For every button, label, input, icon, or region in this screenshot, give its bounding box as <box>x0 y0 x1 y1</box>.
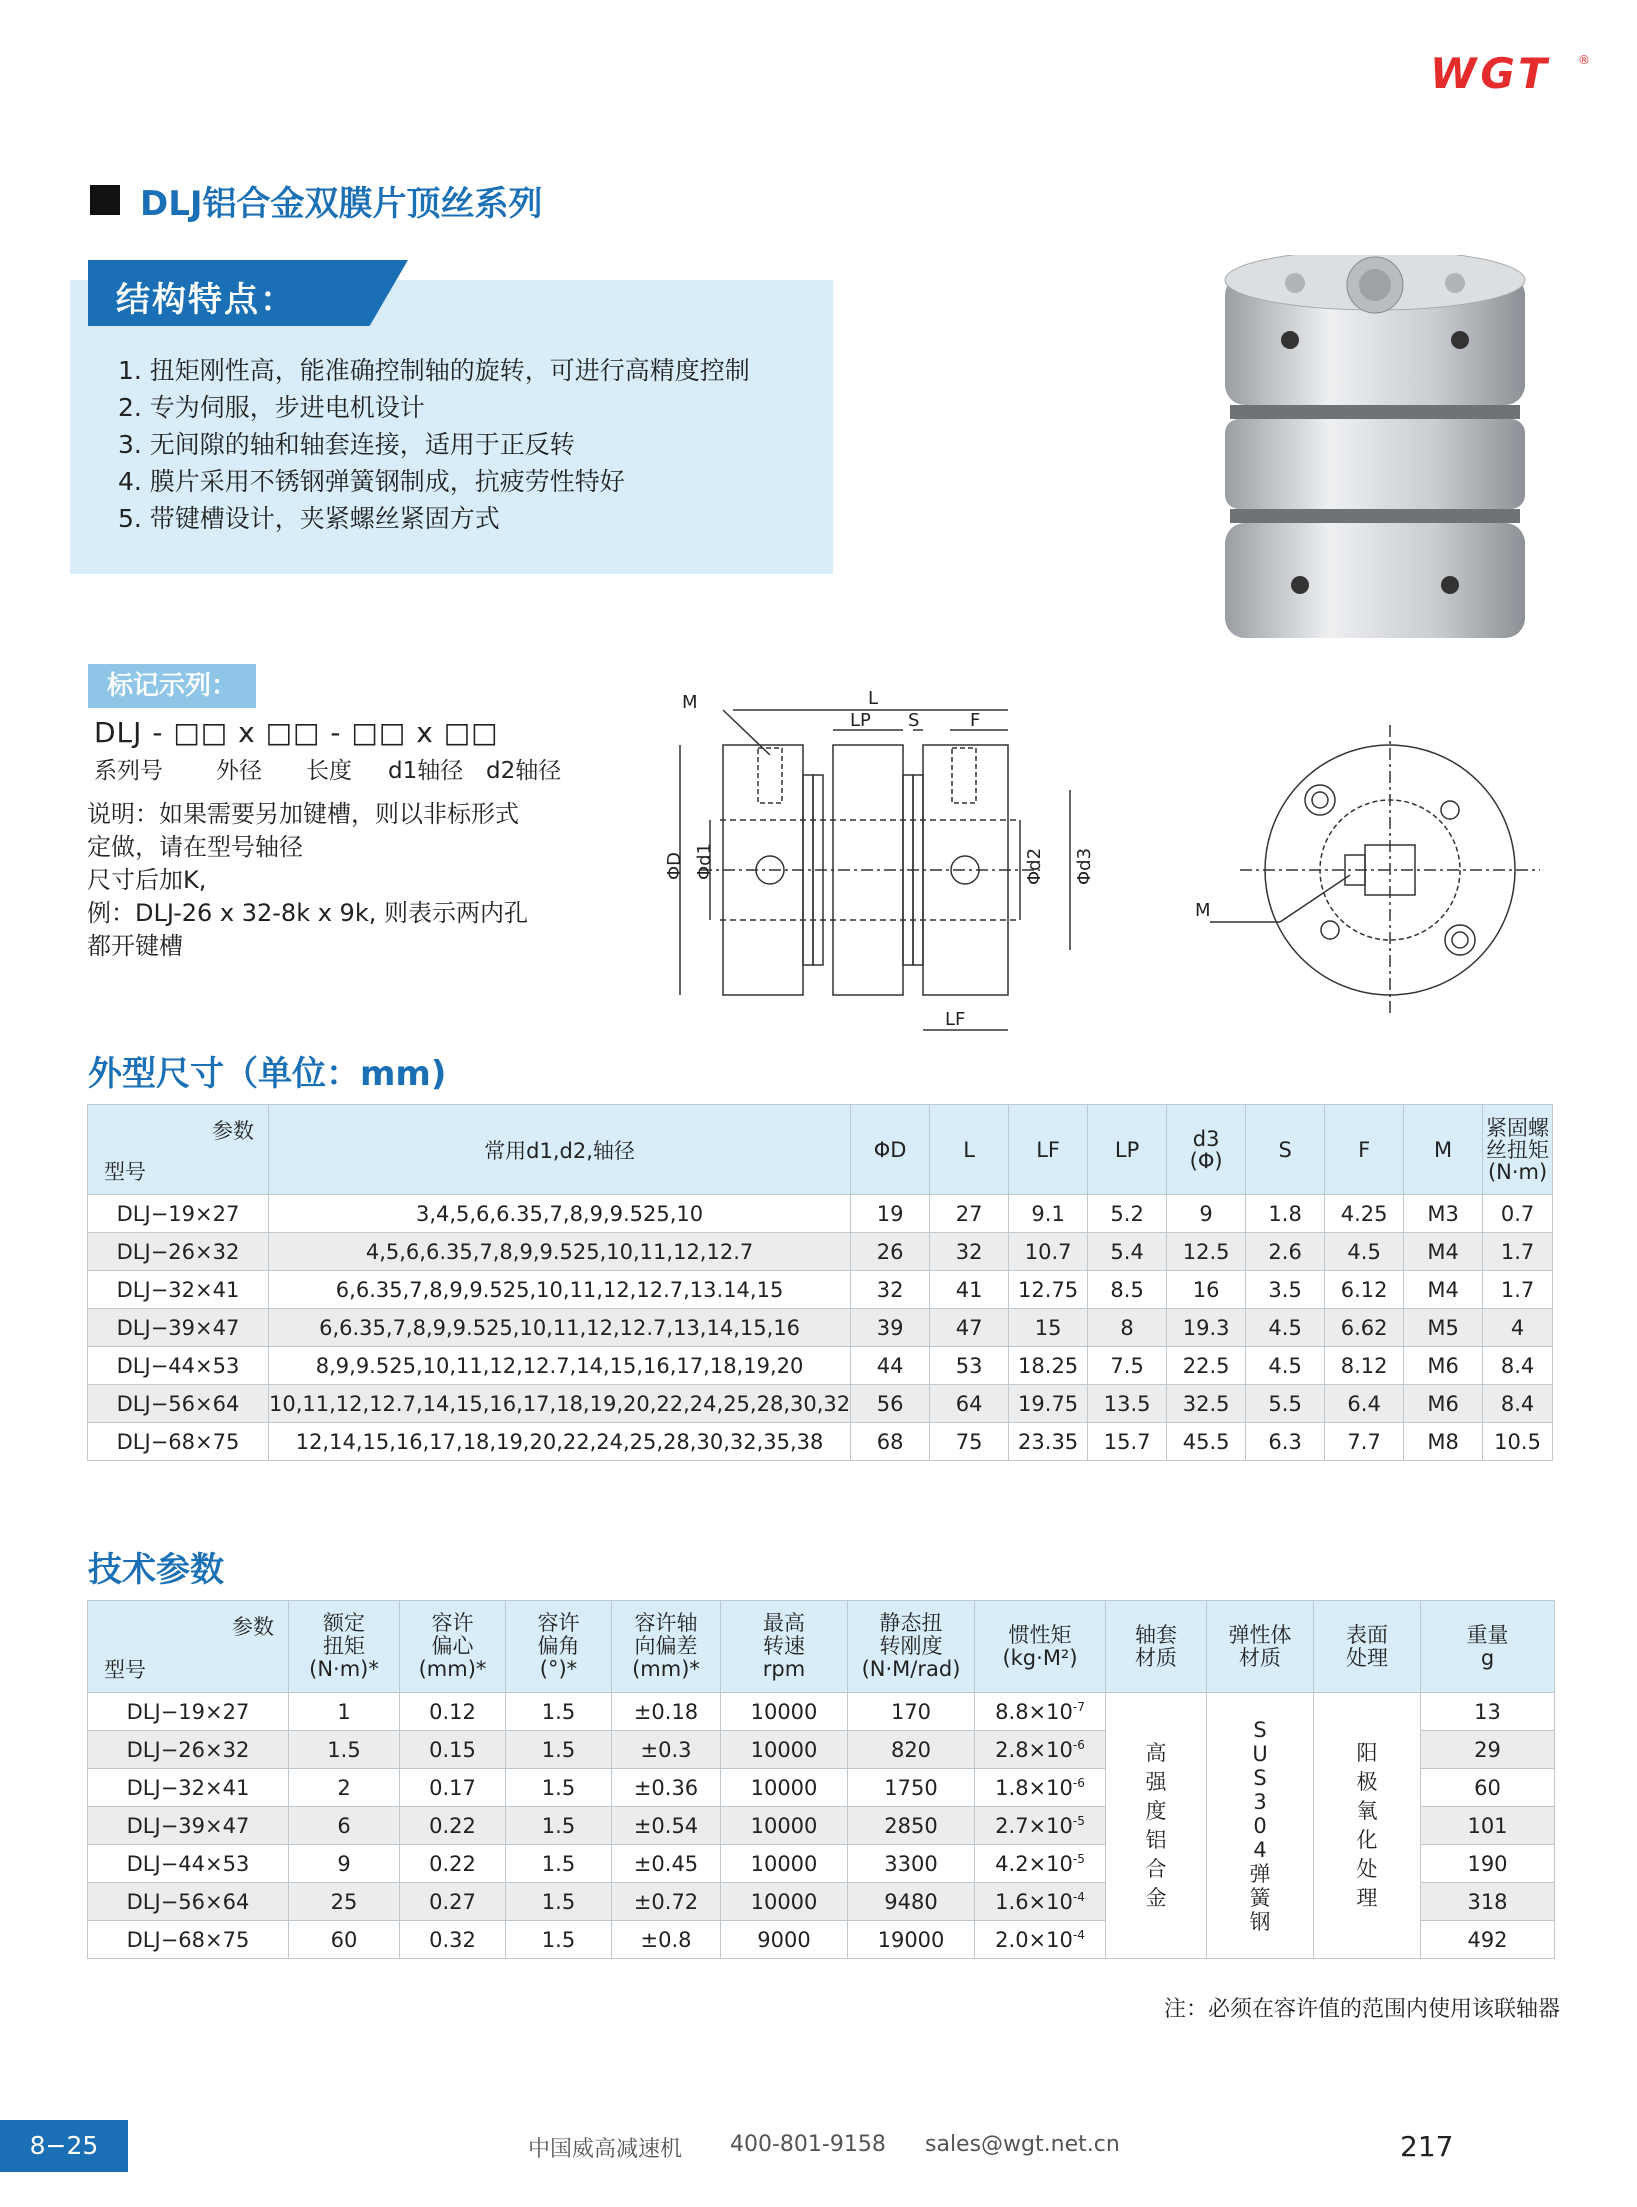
col-header: 表面 处理 <box>1314 1601 1421 1693</box>
value-cell: 2850 <box>848 1807 975 1845</box>
table-row <box>88 1385 1553 1423</box>
section-number: 8−25 <box>0 2120 128 2172</box>
value-cell: 10000 <box>721 1883 848 1921</box>
inertia-cell <box>975 1845 1106 1883</box>
value-cell: 7.7 <box>1325 1423 1404 1461</box>
inertia-cell <box>975 1883 1106 1921</box>
value-cell: 53 <box>930 1347 1009 1385</box>
value-cell: 8.12 <box>1325 1347 1404 1385</box>
inertia-cell <box>975 1731 1106 1769</box>
dims-corner-header <box>88 1105 269 1195</box>
value-cell: 5.2 <box>1088 1195 1167 1233</box>
col-header: 轴套 材质 <box>1106 1601 1207 1693</box>
col-header: 最高 转速 rpm <box>721 1601 848 1693</box>
value-cell: 32.5 <box>1167 1385 1246 1423</box>
col-header: 容许轴 向偏差 (mm)* <box>612 1601 721 1693</box>
value-cell: 5.5 <box>1246 1385 1325 1423</box>
value-cell: 5.4 <box>1088 1233 1167 1271</box>
marking-note <box>87 798 607 963</box>
tech-table <box>87 1600 1555 1959</box>
value-cell: 32 <box>851 1271 930 1309</box>
inertia-cell <box>975 1921 1106 1959</box>
value-cell: 10000 <box>721 1693 848 1731</box>
col-header: S <box>1246 1105 1325 1195</box>
value-cell: 6 <box>289 1807 400 1845</box>
marking-part: 外径 <box>216 758 262 784</box>
surface-treatment-cell: 阳 极 氧 化 处 理 <box>1314 1693 1421 1959</box>
value-cell: M5 <box>1404 1309 1483 1347</box>
model-cell: DLJ−56×64 <box>88 1883 289 1921</box>
value-cell: 10000 <box>721 1807 848 1845</box>
value-cell: 15 <box>1009 1309 1088 1347</box>
value-cell: 4 <box>1483 1309 1553 1347</box>
value-cell: 0.12 <box>400 1693 506 1731</box>
value-cell: 9 <box>289 1845 400 1883</box>
dimensions-table <box>87 1104 1553 1461</box>
usage-note: 注：必须在容许值的范围内使用该联轴器 <box>1163 1997 1560 2022</box>
footer-email[interactable]: sales@wgt.net.cn <box>925 2132 1120 2157</box>
dim-label-d2: Φd2 <box>1024 847 1045 885</box>
marking-part: d2轴径 <box>486 758 562 784</box>
value-cell: 12.75 <box>1009 1271 1088 1309</box>
corner-model: 型号 <box>104 1160 146 1184</box>
value-cell: 1.5 <box>289 1731 400 1769</box>
value-cell: 1.7 <box>1483 1233 1553 1271</box>
table-row <box>88 1693 1555 1731</box>
value-cell: 0.17 <box>400 1769 506 1807</box>
col-header: 容许 偏角 (°)* <box>506 1601 612 1693</box>
value-cell: M6 <box>1404 1347 1483 1385</box>
value-cell: 7.5 <box>1088 1347 1167 1385</box>
value-cell: 101 <box>1421 1807 1555 1845</box>
inertia-base: 8.8×10 <box>995 1699 1073 1724</box>
value-cell: 6.4 <box>1325 1385 1404 1423</box>
value-cell: 1.5 <box>506 1807 612 1845</box>
value-cell: 68 <box>851 1423 930 1461</box>
model-cell: DLJ−44×53 <box>88 1845 289 1883</box>
corner-param: 参数 <box>232 1615 274 1639</box>
value-cell: 1.7 <box>1483 1271 1553 1309</box>
value-cell: 1 <box>289 1693 400 1731</box>
inertia-cell <box>975 1693 1106 1731</box>
dims-section-title: 外型尺寸（单位：mm) <box>88 1054 447 1094</box>
value-cell: 19 <box>851 1195 930 1233</box>
features-heading: 结构特点： <box>116 280 296 320</box>
value-cell: M3 <box>1404 1195 1483 1233</box>
value-cell: 8.4 <box>1483 1347 1553 1385</box>
value-cell: 2 <box>289 1769 400 1807</box>
features-list <box>118 352 750 537</box>
inertia-exponent: -6 <box>1072 1737 1085 1752</box>
value-cell: 8 <box>1088 1309 1167 1347</box>
value-cell: 27 <box>930 1195 1009 1233</box>
value-cell: 10000 <box>721 1769 848 1807</box>
value-cell: 10.5 <box>1483 1423 1553 1461</box>
value-cell: 190 <box>1421 1845 1555 1883</box>
col-header: LF <box>1009 1105 1088 1195</box>
col-header: L <box>930 1105 1009 1195</box>
model-cell: DLJ−32×41 <box>88 1271 269 1309</box>
tech-corner-header <box>88 1601 289 1693</box>
value-cell: 44 <box>851 1347 930 1385</box>
value-cell: 13 <box>1421 1693 1555 1731</box>
value-cell: 9 <box>1167 1195 1246 1233</box>
value-cell: 4.25 <box>1325 1195 1404 1233</box>
value-cell: 1.8 <box>1246 1195 1325 1233</box>
value-cell: 9.1 <box>1009 1195 1088 1233</box>
value-cell: 23.35 <box>1009 1423 1088 1461</box>
value-cell: 32 <box>930 1233 1009 1271</box>
value-cell: ±0.18 <box>612 1693 721 1731</box>
feature-item: 1. 扭矩刚性高，能准确控制轴的旋转，可进行高精度控制 <box>118 356 750 385</box>
value-cell: 820 <box>848 1731 975 1769</box>
value-cell: 12,14,15,16,17,18,19,20,22,24,25,28,30,32,35,38 <box>269 1423 851 1461</box>
col-header: 紧固螺 丝扭矩 (N·m) <box>1483 1105 1553 1195</box>
value-cell: 12.5 <box>1167 1233 1246 1271</box>
wgt-logo <box>1430 52 1590 94</box>
marking-part: 长度 <box>306 758 352 784</box>
value-cell: 1750 <box>848 1769 975 1807</box>
value-cell: 10.7 <box>1009 1233 1088 1271</box>
value-cell: M4 <box>1404 1271 1483 1309</box>
value-cell: 3300 <box>848 1845 975 1883</box>
logo-trademark: ® <box>1578 53 1590 67</box>
value-cell: 47 <box>930 1309 1009 1347</box>
value-cell: 56 <box>851 1385 930 1423</box>
value-cell: 16 <box>1167 1271 1246 1309</box>
inertia-base: 1.6×10 <box>995 1889 1073 1914</box>
value-cell: 29 <box>1421 1731 1555 1769</box>
note-line: 都开键槽 <box>87 932 183 960</box>
inertia-exponent: -4 <box>1072 1889 1085 1904</box>
value-cell: 3.5 <box>1246 1271 1325 1309</box>
value-cell: 15.7 <box>1088 1423 1167 1461</box>
value-cell: 64 <box>930 1385 1009 1423</box>
dim-label-d1: Φd1 <box>694 842 715 880</box>
table-row <box>88 1347 1553 1385</box>
value-cell: ±0.54 <box>612 1807 721 1845</box>
inertia-cell <box>975 1807 1106 1845</box>
value-cell: 0.22 <box>400 1807 506 1845</box>
value-cell: 2.6 <box>1246 1233 1325 1271</box>
value-cell: 0.22 <box>400 1845 506 1883</box>
value-cell: 10,11,12,12.7,14,15,16,17,18,19,20,22,24,25,28,30,32 <box>269 1385 851 1423</box>
dim-label-s: S <box>908 710 920 731</box>
value-cell: 170 <box>848 1693 975 1731</box>
value-cell: 1.5 <box>506 1731 612 1769</box>
model-cell: DLJ−19×27 <box>88 1693 289 1731</box>
value-cell: 1.5 <box>506 1883 612 1921</box>
model-cell: DLJ−56×64 <box>88 1385 269 1423</box>
value-cell: 22.5 <box>1167 1347 1246 1385</box>
col-header: 惯性矩 (kg·M²) <box>975 1601 1106 1693</box>
col-header: 重量 g <box>1421 1601 1555 1693</box>
inertia-exponent: -6 <box>1072 1775 1085 1790</box>
value-cell: ±0.36 <box>612 1769 721 1807</box>
model-cell: DLJ−39×47 <box>88 1807 289 1845</box>
title-marker <box>90 185 120 215</box>
value-cell: ±0.3 <box>612 1731 721 1769</box>
marking-part: 系列号 <box>94 758 163 784</box>
dim-label-lp: LP <box>850 710 871 731</box>
value-cell: 0.32 <box>400 1921 506 1959</box>
inertia-base: 2.0×10 <box>995 1927 1073 1952</box>
table-row <box>88 1271 1553 1309</box>
value-cell: 0.27 <box>400 1883 506 1921</box>
feature-item: 3. 无间隙的轴和轴套连接，适用于正反转 <box>118 430 575 459</box>
value-cell: 318 <box>1421 1883 1555 1921</box>
col-header: 弹性体 材质 <box>1207 1601 1314 1693</box>
value-cell: 8.5 <box>1088 1271 1167 1309</box>
elastic-material-cell: S U S 3 0 4 弹 簧 钢 <box>1207 1693 1314 1959</box>
model-cell: DLJ−32×41 <box>88 1769 289 1807</box>
feature-item: 4. 膜片采用不锈钢弹簧钢制成，抗疲劳性特好 <box>118 467 625 496</box>
inertia-exponent: -7 <box>1072 1699 1085 1714</box>
corner-model: 型号 <box>104 1658 146 1682</box>
page-title: DLJ铝合金双膜片顶丝系列 <box>140 184 543 224</box>
col-header: ΦD <box>851 1105 930 1195</box>
dim-label-lf: LF <box>945 1009 966 1030</box>
value-cell: 1.5 <box>506 1693 612 1731</box>
col-header: 静态扭 转刚度 (N·M/rad) <box>848 1601 975 1693</box>
value-cell: 9000 <box>721 1921 848 1959</box>
value-cell: 8,9,9.525,10,11,12,12.7,14,15,16,17,18,19,20 <box>269 1347 851 1385</box>
value-cell: 6.3 <box>1246 1423 1325 1461</box>
value-cell: 6,6.35,7,8,9,9.525,10,11,12,12.7,13.14,15 <box>269 1271 851 1309</box>
model-cell: DLJ−44×53 <box>88 1347 269 1385</box>
model-cell: DLJ−39×47 <box>88 1309 269 1347</box>
note-line: 说明：如果需要另加键槽，则以非标形式 <box>87 800 519 828</box>
col-header: F <box>1325 1105 1404 1195</box>
value-cell: 60 <box>1421 1769 1555 1807</box>
value-cell: 9480 <box>848 1883 975 1921</box>
value-cell: M6 <box>1404 1385 1483 1423</box>
value-cell: 39 <box>851 1309 930 1347</box>
value-cell: 8.4 <box>1483 1385 1553 1423</box>
model-cell: DLJ−19×27 <box>88 1195 269 1233</box>
tech-section-title: 技术参数 <box>88 1550 224 1590</box>
table-row <box>88 1423 1553 1461</box>
value-cell: 0.15 <box>400 1731 506 1769</box>
logo-text: WGT <box>1430 52 1551 94</box>
value-cell: 60 <box>289 1921 400 1959</box>
coupling-photo <box>1210 255 1540 650</box>
dim-label-l: L <box>868 688 879 709</box>
marking-parts <box>94 752 614 782</box>
value-cell: 0.7 <box>1483 1195 1553 1233</box>
value-cell: 25 <box>289 1883 400 1921</box>
footer-phone: 400-801-9158 <box>730 2132 886 2157</box>
value-cell: 4.5 <box>1246 1309 1325 1347</box>
dim-label-m: M <box>682 692 698 713</box>
value-cell: 13.5 <box>1088 1385 1167 1423</box>
col-header: 常用d1,d2,轴径 <box>269 1105 851 1195</box>
table-row <box>88 1195 1553 1233</box>
model-cell: DLJ−68×75 <box>88 1423 269 1461</box>
table-row <box>88 1233 1553 1271</box>
value-cell: 492 <box>1421 1921 1555 1959</box>
dim-label-m2: M <box>1195 900 1211 921</box>
value-cell: 26 <box>851 1233 930 1271</box>
inertia-base: 1.8×10 <box>995 1775 1073 1800</box>
marking-part: d1轴径 <box>388 758 464 784</box>
value-cell: 4,5,6,6.35,7,8,9,9.525,10,11,12,12.7 <box>269 1233 851 1271</box>
technical-drawing <box>640 680 1560 1060</box>
value-cell: 10000 <box>721 1731 848 1769</box>
col-header: 额定 扭矩 (N·m)* <box>289 1601 400 1693</box>
value-cell: 10000 <box>721 1845 848 1883</box>
value-cell: 1.5 <box>506 1845 612 1883</box>
value-cell: 4.5 <box>1325 1233 1404 1271</box>
feature-item: 2. 专为伺服，步进电机设计 <box>118 393 425 422</box>
value-cell: ±0.72 <box>612 1883 721 1921</box>
value-cell: 45.5 <box>1167 1423 1246 1461</box>
value-cell: 3,4,5,6,6.35,7,8,9,9.525,10 <box>269 1195 851 1233</box>
value-cell: M4 <box>1404 1233 1483 1271</box>
value-cell: 6.12 <box>1325 1271 1404 1309</box>
inertia-base: 4.2×10 <box>995 1851 1073 1876</box>
footer-company: 中国威高减速机 <box>528 2137 683 2162</box>
value-cell: M8 <box>1404 1423 1483 1461</box>
value-cell: 41 <box>930 1271 1009 1309</box>
marking-code: DLJ - □□ x □□ - □□ x □□ <box>94 716 499 749</box>
value-cell: 4.5 <box>1246 1347 1325 1385</box>
col-header: LP <box>1088 1105 1167 1195</box>
model-cell: DLJ−68×75 <box>88 1921 289 1959</box>
value-cell: 1.5 <box>506 1769 612 1807</box>
note-line: 尺寸后加K, <box>87 866 207 894</box>
value-cell: 6.62 <box>1325 1309 1404 1347</box>
col-header: d3 (Φ) <box>1167 1105 1246 1195</box>
inertia-exponent: -4 <box>1072 1927 1085 1942</box>
inertia-exponent: -5 <box>1072 1813 1085 1828</box>
value-cell: 6,6.35,7,8,9,9.525,10,11,12,12.7,13,14,15,16 <box>269 1309 851 1347</box>
corner-param: 参数 <box>212 1119 254 1143</box>
note-line: 定做，请在型号轴径 <box>87 833 303 861</box>
page-number: 217 <box>1400 2130 1454 2163</box>
inertia-base: 2.7×10 <box>995 1813 1073 1838</box>
dim-label-d3: Φd3 <box>1074 847 1095 885</box>
dim-label-d: ΦD <box>664 851 685 880</box>
table-row <box>88 1309 1553 1347</box>
hub-material-cell: 高 强 度 铝 合 金 <box>1106 1693 1207 1959</box>
model-cell: DLJ−26×32 <box>88 1731 289 1769</box>
model-cell: DLJ−26×32 <box>88 1233 269 1271</box>
note-line: 例：DLJ-26 x 32-8k x 9k, 则表示两内孔 <box>87 899 528 927</box>
value-cell: 19000 <box>848 1921 975 1959</box>
inertia-base: 2.8×10 <box>995 1737 1073 1762</box>
value-cell: ±0.45 <box>612 1845 721 1883</box>
dim-label-f: F <box>970 710 981 731</box>
value-cell: 18.25 <box>1009 1347 1088 1385</box>
value-cell: 19.75 <box>1009 1385 1088 1423</box>
value-cell: 75 <box>930 1423 1009 1461</box>
value-cell: ±0.8 <box>612 1921 721 1959</box>
col-header: 容许 偏心 (mm)* <box>400 1601 506 1693</box>
inertia-exponent: -5 <box>1072 1851 1085 1866</box>
feature-item: 5. 带键槽设计，夹紧螺丝紧固方式 <box>118 504 500 533</box>
col-header: M <box>1404 1105 1483 1195</box>
value-cell: 1.5 <box>506 1921 612 1959</box>
inertia-cell <box>975 1769 1106 1807</box>
marking-label: 标记示列： <box>88 664 256 708</box>
value-cell: 19.3 <box>1167 1309 1246 1347</box>
